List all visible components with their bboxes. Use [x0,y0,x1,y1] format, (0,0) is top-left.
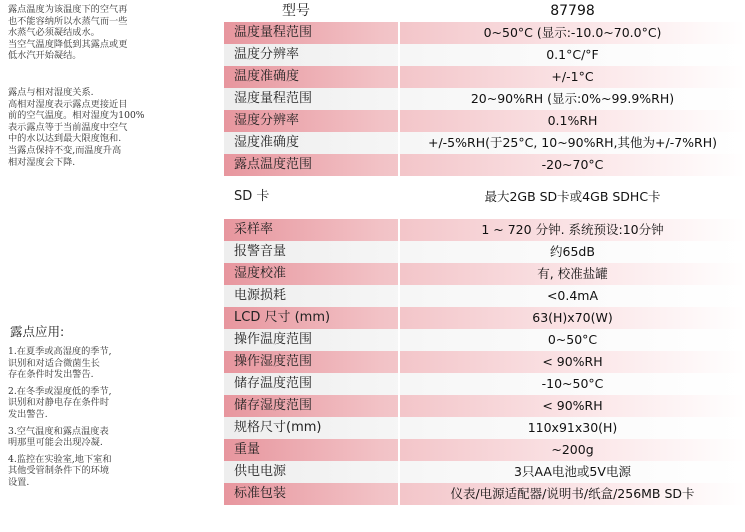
spec-value: 110x91x30(H) [527,420,618,435]
spec-value: 0~50°C [547,332,598,347]
spec-value: 0~50°C (显示:-10.0~70.0°C) [483,25,662,40]
text-line: 设置. [8,476,30,488]
spec-label: 规格尺寸(mm) [234,420,322,435]
text-line: 相对湿度会下降. [8,156,76,168]
table-row [224,439,745,461]
spec-value: 63(H)x70(W) [532,310,613,325]
table-row [224,395,745,417]
table-row [224,461,745,483]
spec-value: 3只AA电池或5V电源 [514,464,631,479]
text-line: 露点温度为该温度下的空气再 [8,4,128,15]
spec-value: ~200g [551,442,594,457]
spec-label: 电源损耗 [234,288,287,303]
text-line: 也不能容纳所以水蒸气而一些 [8,15,128,27]
applications-list [8,346,213,494]
table-row [224,22,745,44]
text-line: 其他受管制条件下的环境 [8,465,110,477]
text-line: 存在条件时发出警告. [8,369,94,381]
table-row [224,66,745,88]
spec-value: 约65dB [550,244,595,259]
spec-label: 采样率 [234,222,274,237]
table-row [224,263,745,285]
text-line: 发出警告. [8,408,48,420]
spec-label: 湿度准确度 [234,135,300,150]
spec-value: 87798 [550,3,595,19]
spec-value: -10~50°C [541,376,604,391]
text-line: 水蒸气必须凝结成水。 [8,27,100,39]
spec-value: < 90%RH [542,398,603,413]
spec-value: 20~90%RH (显示:0%~99.9%RH) [470,91,675,106]
spec-value: 0.1°C/°F [546,47,599,62]
text-line: 露点与相对湿度关系. [8,87,94,98]
table-row [224,417,745,439]
table-row [224,373,745,395]
spec-value: 0.1%RH [547,113,598,128]
table-row [224,483,745,505]
dewpoint-intro [8,4,208,62]
spec-label: 标准包装 [234,486,287,501]
spec-value: < 90%RH [542,354,603,369]
table-row [224,351,745,373]
table-header-row [224,0,745,22]
applications-title: 露点应用: [10,324,65,339]
spec-value: 仪表/电源适配器/说明书/纸盒/256MB SD卡 [450,486,695,501]
table-row [224,132,745,154]
table-row [224,186,745,208]
spec-label: 操作温度范围 [234,332,313,347]
table-row [224,88,745,110]
spec-value: +/-5%RH(于25°C, 10~90%RH,其他为+/-7%RH) [427,135,718,150]
spec-label: 供电电源 [234,464,287,479]
spec-label: 湿度校准 [234,266,287,281]
spec-label: 湿度量程范围 [234,91,313,106]
spec-label: 报警音量 [234,244,287,259]
table-row [224,307,745,329]
text-line: 低水汽开始凝结。 [8,50,82,62]
text-line: 表示露点等于当前温度中空气 [8,121,128,133]
text-line: 2.在冬季或湿度低的季节, [8,385,112,397]
table-row [224,110,745,132]
text-line: 3.空气温度和露点温度表 [8,425,109,437]
spec-label: 储存湿度范围 [234,398,313,413]
table-row [224,219,745,241]
text-line: 高相对湿度表示露点更接近目 [8,98,128,110]
text-line: 当露点保持不变,而温度升高 [8,144,122,156]
text-line: 识别和对静电存在条件时 [8,397,110,409]
text-line: 4.监控在实验室,地下室和 [8,453,112,465]
text-line: 前的空气温度。相对湿度为100% [8,110,145,122]
text-line: 1.在夏季或高湿度的季节, [8,346,112,357]
spec-value: -20~70°C [541,157,604,172]
spec-value: 有, 校准盐罐 [537,266,608,281]
spec-value: <0.4mA [546,288,599,303]
text-line: 中的水以达到最大限度饱和. [8,133,122,145]
spec-value: +/-1°C [551,69,594,84]
application-item [8,346,213,381]
table-row [224,241,745,263]
application-item [8,426,213,449]
table-row [224,44,745,66]
spec-label: 型号 [282,3,310,19]
text-line: 识别和对适合微菌生长 [8,357,100,369]
table-row [224,154,745,176]
spec-value: 最大2GB SD卡或4GB SDHC卡 [484,189,661,204]
table-row [224,329,745,351]
spec-label: SD 卡 [234,189,270,204]
text-line: 明那里可能会出现冷凝. [8,437,103,449]
spec-label: LCD 尺寸 (mm) [234,310,331,325]
spec-label: 温度准确度 [234,69,300,84]
spec-label: 温度分辨率 [234,47,300,62]
application-item [8,386,213,421]
dewpoint-rh-relation [8,87,208,168]
spec-label: 操作湿度范围 [234,354,313,369]
spec-label: 湿度分辨率 [234,113,300,128]
spec-label: 温度量程范围 [234,25,313,40]
spec-label: 重量 [234,442,261,457]
application-item [8,454,213,489]
text-line: 当空气温度降低到其露点或更 [8,38,128,50]
spec-label: 露点温度范围 [234,157,313,172]
spec-label: 储存温度范围 [234,376,313,391]
table-row [224,285,745,307]
spec-value: 1 ~ 720 分钟. 系统预设:10分钟 [481,222,664,237]
